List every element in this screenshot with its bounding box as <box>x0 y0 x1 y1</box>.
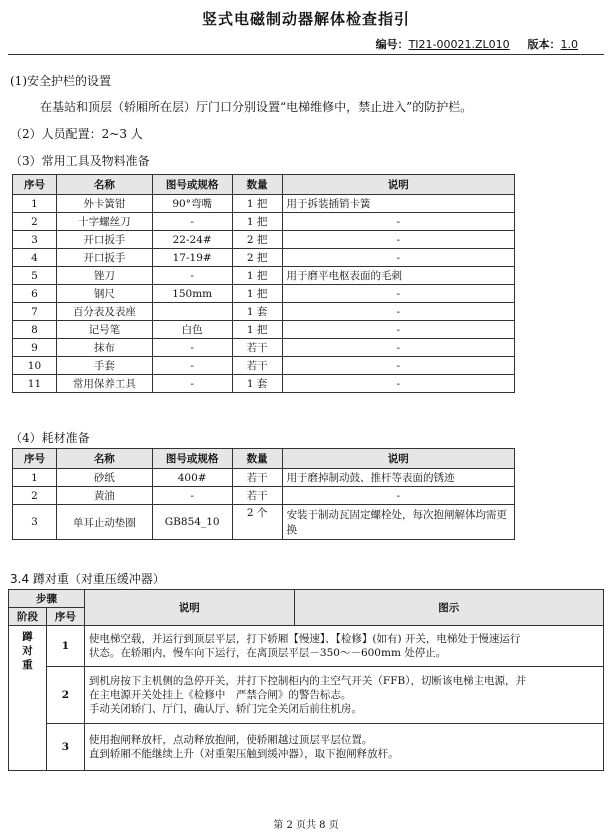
table-cell: 3 <box>13 505 57 540</box>
table-row <box>13 303 515 321</box>
column-header: 说明 <box>282 449 514 469</box>
table-cell: 1 <box>13 195 57 213</box>
figure-header: 图示 <box>294 590 603 626</box>
section-3-4-heading: 3.4 蹲对重（对重压缓冲器） <box>10 572 165 586</box>
header-rule <box>8 54 604 55</box>
table-cell: 1 套 <box>232 375 282 393</box>
table-cell <box>152 303 232 321</box>
stage-header: 阶段 <box>9 608 47 626</box>
column-header: 说明 <box>282 175 514 195</box>
column-header: 数量 <box>232 175 282 195</box>
column-header: 数量 <box>232 449 282 469</box>
tools-table <box>12 174 515 393</box>
table-cell: 8 <box>13 321 57 339</box>
table-row <box>13 339 515 357</box>
doc-version: 1.0 <box>560 38 578 51</box>
table-row <box>13 213 515 231</box>
table-cell: 钢尺 <box>56 285 152 303</box>
table-row <box>13 195 515 213</box>
table-cell: 用于磨平电枢表面的毛刺 <box>282 267 514 285</box>
table-row <box>13 249 515 267</box>
table-cell: 用于拆装插销卡簧 <box>282 195 514 213</box>
table-cell: 十字螺丝刀 <box>56 213 152 231</box>
table-cell: 2 个 <box>232 505 282 540</box>
table-cell: 150mm <box>152 285 232 303</box>
table-cell: - <box>282 487 514 505</box>
section-3-heading: （3）常用工具及物料准备 <box>10 154 150 168</box>
table-cell: 黄油 <box>56 487 152 505</box>
column-header: 名称 <box>56 175 152 195</box>
table-cell: 开口扳手 <box>56 249 152 267</box>
section-1-text: 在基站和顶层（轿厢所在层）厅门口分别设置“电梯维修中，禁止进入”的防护栏。 <box>40 100 473 114</box>
table-cell: 9 <box>13 339 57 357</box>
table-cell: - <box>282 357 514 375</box>
seq-header: 序号 <box>46 608 84 626</box>
table-row <box>13 375 515 393</box>
table-cell: 用于磨掉制动鼓、推杆等表面的锈迹 <box>282 469 514 487</box>
table-cell: - <box>282 375 514 393</box>
table-cell: 手套 <box>56 357 152 375</box>
table-cell: 10 <box>13 357 57 375</box>
page-footer: 第 2 页共 8 页 <box>273 820 339 831</box>
table-cell: 2 <box>13 213 57 231</box>
table-cell: 1 <box>13 469 57 487</box>
step-row <box>9 626 604 667</box>
table-cell: - <box>152 213 232 231</box>
document-title: 竖式电磁制动器解体检查指引 <box>201 10 410 28</box>
table-cell: - <box>282 303 514 321</box>
table-cell: 400# <box>152 469 232 487</box>
table-cell: - <box>152 487 232 505</box>
table-cell: 若干 <box>232 339 282 357</box>
table-cell: 若干 <box>232 469 282 487</box>
table-cell: 1 把 <box>232 213 282 231</box>
table-cell: 常用保养工具 <box>56 375 152 393</box>
table-cell: - <box>282 285 514 303</box>
table-cell: 7 <box>13 303 57 321</box>
table-cell: - <box>152 375 232 393</box>
step-row <box>9 724 604 771</box>
table-cell: 抹布 <box>56 339 152 357</box>
column-header: 序号 <box>13 449 57 469</box>
table-row <box>13 285 515 303</box>
table-cell: 单耳止动垫圈 <box>56 505 152 540</box>
table-cell: 外卡簧钳 <box>56 195 152 213</box>
table-row <box>13 321 515 339</box>
column-header: 名称 <box>56 449 152 469</box>
doc-code: TI21-00021.ZL010 <box>408 38 510 51</box>
table-cell: - <box>152 357 232 375</box>
step-number: 2 <box>46 667 84 724</box>
table-cell: 5 <box>13 267 57 285</box>
version-label: 版本： <box>527 38 561 51</box>
table-cell: 记号笔 <box>56 321 152 339</box>
table-row <box>13 487 515 505</box>
step-row <box>9 667 604 724</box>
table-cell: 百分表及表座 <box>56 303 152 321</box>
table-cell: 1 把 <box>232 267 282 285</box>
section-1-heading: (1)安全护栏的设置 <box>10 74 111 88</box>
step-number: 3 <box>46 724 84 771</box>
table-cell: 2 把 <box>232 231 282 249</box>
table-cell: 锉刀 <box>56 267 152 285</box>
stage-cell: 蹲 对 重 <box>9 626 47 771</box>
column-header: 图号或规格 <box>152 175 232 195</box>
table-cell: 6 <box>13 285 57 303</box>
consumables-table <box>12 448 515 540</box>
table-cell: 安装于制动瓦固定螺栓处，每次抱闸解体均需更换 <box>282 505 514 540</box>
table-cell: - <box>282 213 514 231</box>
table-cell: GB854_10 <box>152 505 232 540</box>
step-description: 使用抱闸释放杆，点动释放抱闸，使轿厢越过顶层平层位置。 直到轿厢不能继续上升（对重架压触到缓冲器），取下抱闸释放杆。 <box>84 724 603 771</box>
table-cell: 3 <box>13 231 57 249</box>
table-row <box>13 231 515 249</box>
table-cell: - <box>282 249 514 267</box>
table-cell: 2 把 <box>232 249 282 267</box>
step-header: 步骤 <box>9 590 85 608</box>
section-4-heading: （4）耗材准备 <box>10 431 90 445</box>
table-cell: 砂纸 <box>56 469 152 487</box>
table-cell: 22-24# <box>152 231 232 249</box>
step-number: 1 <box>46 626 84 667</box>
desc-header: 说明 <box>84 590 294 626</box>
table-row <box>13 267 515 285</box>
table-row <box>13 505 515 540</box>
code-label: 编号： <box>375 38 409 51</box>
table-cell: - <box>152 339 232 357</box>
table-cell: 1 把 <box>232 321 282 339</box>
table-cell: 2 <box>13 487 57 505</box>
table-cell: 1 把 <box>232 195 282 213</box>
table-cell: 1 把 <box>232 285 282 303</box>
table-cell: 4 <box>13 249 57 267</box>
column-header: 序号 <box>13 175 57 195</box>
section-2-heading: （2）人员配置：2~3 人 <box>10 127 143 141</box>
table-cell: 1 套 <box>232 303 282 321</box>
table-cell: - <box>282 321 514 339</box>
table-cell: 11 <box>13 375 57 393</box>
step-description: 到机房按下主机侧的急停开关，并打下控制柜内的主空气开关（FFB），切断该电梯主电源，并 在主电源开关处挂上《检修中 严禁合闸》的警告标志。 手动关闭轿门、厅门，确认厅、轿门完全关闭后前往机房。 <box>84 667 603 724</box>
doc-info <box>376 36 592 52</box>
table-cell: - <box>282 339 514 357</box>
step-description: 使电梯空载，并运行到顶层平层，打下轿厢【慢速】、【检修】(如有) 开关，电梯处于慢速运行 状态。在轿厢内，慢车向下运行，在离顶层平层－350～－600mm 处停止。 <box>84 626 603 667</box>
table-cell: - <box>282 231 514 249</box>
table-cell: 白色 <box>152 321 232 339</box>
steps-table <box>8 589 604 771</box>
table-cell: - <box>152 267 232 285</box>
table-cell: 17-19# <box>152 249 232 267</box>
table-cell: 若干 <box>232 357 282 375</box>
column-header: 图号或规格 <box>152 449 232 469</box>
table-cell: 若干 <box>232 487 282 505</box>
table-row <box>13 357 515 375</box>
table-cell: 90°弯嘴 <box>152 195 232 213</box>
table-row <box>13 469 515 487</box>
table-cell: 开口扳手 <box>56 231 152 249</box>
